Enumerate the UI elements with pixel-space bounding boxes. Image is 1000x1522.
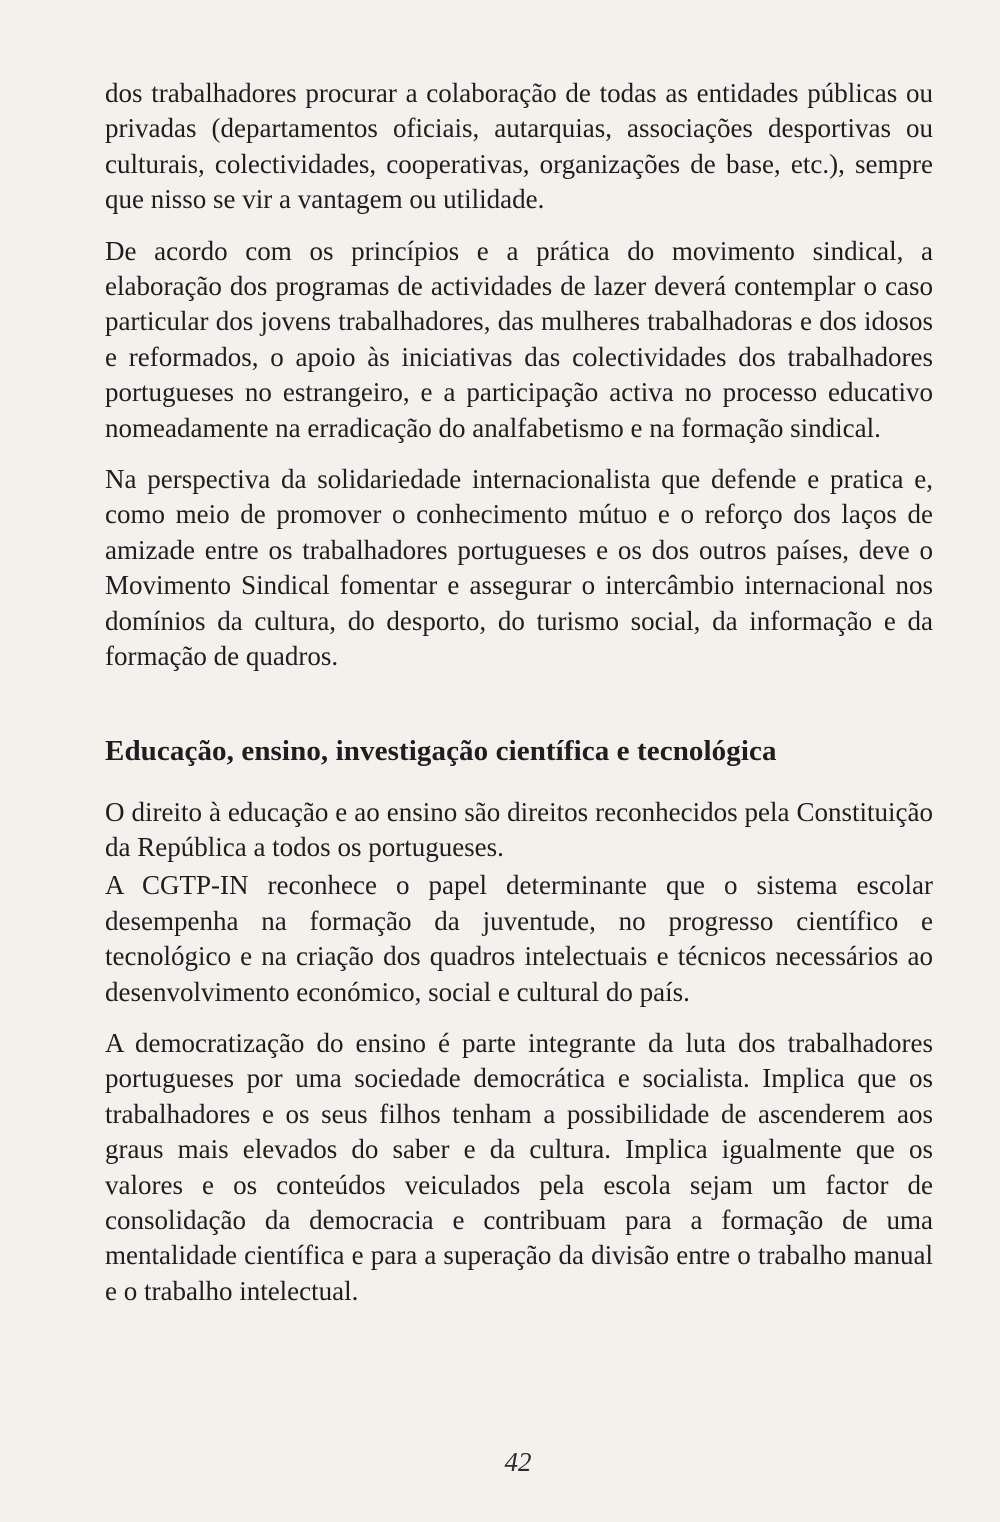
paragraph-leisure-programs: De acordo com os princípios e a prática do movimento sindical, a elaboração dos programas de actividades de lazer deverá contemplar o caso particular dos jovens trabalhadores, das mulheres trabalhadoras e dos idosos e reformados, o apoio às iniciativas das colectividades dos trabalhadores portugueses no estrangeiro, e a participação activa no processo educativo nomeadamente na erradicação do analfabetismo e na formação sindical.	[105, 235, 933, 443]
paragraph-democratization-of-education: A democratização do ensino é parte integrante da luta dos trabalhadores portugueses por uma sociedade democrática e socialista. Implica que os trabalhadores e os seus filhos tenham a possibilidade de ascenderem aos graus mais elevados do saber e da cultura. Implica igualmente que os valores e os conteúdos veiculados pela escola sejam um factor de consolidação da democracia e contribuam para a formação de uma mentalidade científica e para a superação da divisão entre o trabalho manual e o trabalho intelectual.	[105, 1027, 933, 1306]
paragraph-right-to-education: O direito à educação e ao ensino são direitos reconhecidos pela Constituição da República a todos os portugueses.	[105, 796, 933, 862]
page-body	[105, 76, 933, 1309]
paragraph-entities-collaboration: dos trabalhadores procurar a colaboração de todas as entidades públicas ou privadas (departamentos oficiais, autarquias, associações desportivas ou culturais, colectividades, cooperativas, organizações de base, etc.), sempre que nisso se vir a vantagem ou utilidade.	[105, 78, 933, 215]
paragraph-international-solidarity: Na perspectiva da solidariedade internacionalista que defende e pratica e, como meio de promover o conhecimento mútuo e o reforço dos laços de amizade entre os trabalhadores portugueses e os dos outros países, deve o Movimento Sindical fomentar e assegurar o intercâmbio internacional nos domínios da cultura, do desporto, do turismo social, da informação e da formação de quadros.	[105, 464, 933, 672]
section-heading: Educação, ensino, investigação científica e tecnológica	[105, 734, 777, 767]
paragraph-school-system-role: A CGTP-IN reconhece o papel determinante que o sistema escolar desempenha na formação da juventude, no progresso científico e tecnológico e na criação dos quadros intelectuais e técnicos necessários ao desenvolvimento económico, social e cultural do país.	[105, 870, 933, 1007]
page-number: 42	[504, 1447, 532, 1477]
